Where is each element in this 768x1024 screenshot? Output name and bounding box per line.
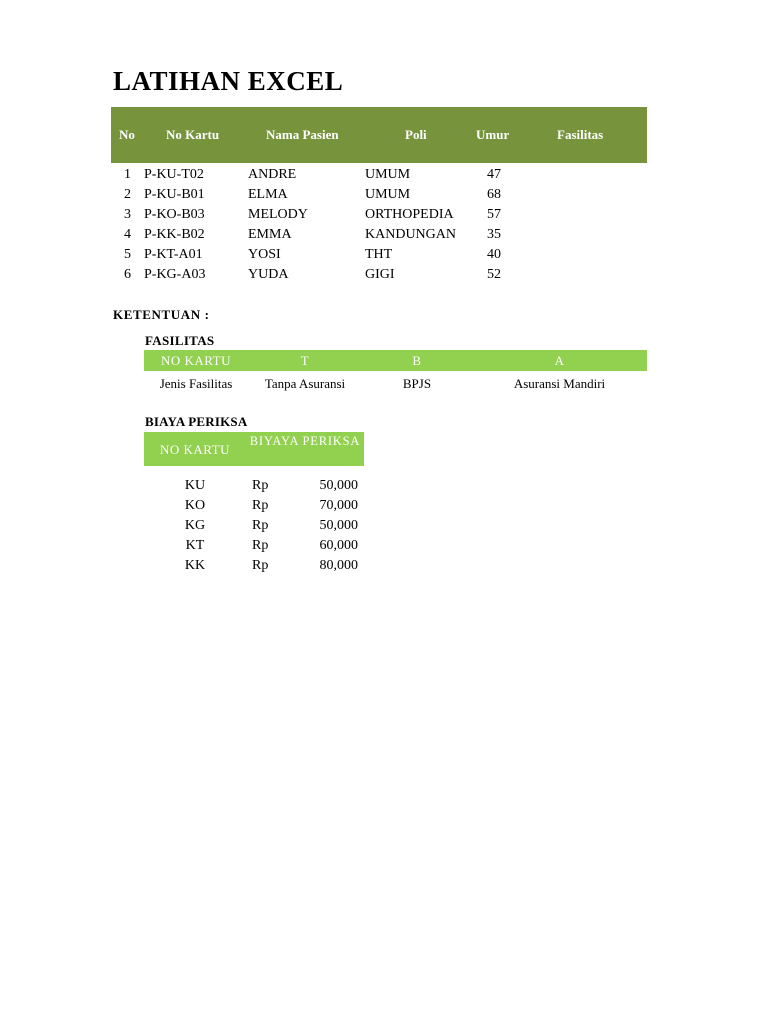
biaya-row bbox=[144, 496, 364, 516]
biaya-amount: 70,000 bbox=[319, 498, 358, 513]
biaya-code: KO bbox=[184, 498, 206, 513]
table-row bbox=[111, 245, 647, 265]
fasilitas-jenis: Jenis Fasilitas bbox=[159, 376, 233, 391]
cell-poli: UMUM bbox=[365, 187, 411, 202]
fasilitas-header bbox=[144, 350, 647, 371]
biaya-code: KT bbox=[185, 538, 205, 553]
biaya-header-biaya: BIYAYA PERIKSA bbox=[249, 434, 361, 448]
cell-nama: YUDA bbox=[248, 267, 289, 282]
cell-umur: 57 bbox=[487, 207, 501, 222]
cell-umur: 68 bbox=[487, 187, 501, 202]
cell-nama: YOSI bbox=[248, 247, 281, 262]
cell-no-kartu: P-KG-A03 bbox=[144, 267, 206, 282]
fasilitas-bpjs: BPJS bbox=[402, 376, 432, 391]
fasilitas-asuransi-mandiri: Asuransi Mandiri bbox=[513, 376, 606, 391]
biaya-amount: 60,000 bbox=[319, 538, 358, 553]
biaya-currency: Rp bbox=[252, 478, 269, 493]
header-no-kartu: No Kartu bbox=[166, 127, 220, 142]
biaya-currency: Rp bbox=[252, 498, 269, 513]
cell-no: 6 bbox=[124, 267, 131, 282]
ketentuan-label: KETENTUAN : bbox=[113, 307, 210, 322]
fasilitas-header-no-kartu: NO KARTU bbox=[160, 353, 232, 368]
biaya-code: KG bbox=[184, 518, 206, 533]
cell-nama: MELODY bbox=[248, 207, 308, 222]
fasilitas-header-t: T bbox=[300, 353, 310, 368]
table-row bbox=[111, 165, 647, 185]
cell-no-kartu: P-KU-B01 bbox=[144, 187, 205, 202]
cell-umur: 35 bbox=[487, 227, 501, 242]
table-row bbox=[111, 185, 647, 205]
fasilitas-header-b: B bbox=[412, 353, 422, 368]
cell-poli: ORTHOPEDIA bbox=[365, 207, 454, 222]
cell-poli: GIGI bbox=[365, 267, 395, 282]
cell-no: 1 bbox=[124, 167, 131, 182]
biaya-currency: Rp bbox=[252, 518, 269, 533]
header-poli: Poli bbox=[405, 127, 427, 142]
biaya-amount: 50,000 bbox=[319, 478, 358, 493]
cell-umur: 52 bbox=[487, 267, 501, 282]
cell-poli: UMUM bbox=[365, 167, 411, 182]
cell-no-kartu: P-KU-T02 bbox=[144, 167, 204, 182]
cell-poli: THT bbox=[365, 247, 393, 262]
fasilitas-row bbox=[144, 373, 647, 393]
biaya-header-no-kartu: NO KARTU bbox=[159, 442, 231, 457]
header-nama-pasien: Nama Pasien bbox=[266, 127, 339, 142]
header-fasilitas: Fasilitas bbox=[557, 127, 604, 142]
biaya-label: BIAYA PERIKSA bbox=[145, 414, 248, 429]
cell-umur: 40 bbox=[487, 247, 501, 262]
page-title: LATIHAN EXCEL bbox=[113, 66, 344, 96]
table-row bbox=[111, 205, 647, 225]
cell-no-kartu: P-KT-A01 bbox=[144, 247, 203, 262]
fasilitas-tanpa-asuransi: Tanpa Asuransi bbox=[264, 376, 346, 391]
cell-umur: 47 bbox=[487, 167, 501, 182]
table-row bbox=[111, 265, 647, 285]
cell-no: 4 bbox=[124, 227, 131, 242]
cell-no-kartu: P-KK-B02 bbox=[144, 227, 205, 242]
biaya-row bbox=[144, 516, 364, 536]
table-row bbox=[111, 225, 647, 245]
cell-nama: ANDRE bbox=[248, 167, 297, 182]
cell-nama: ELMA bbox=[248, 187, 288, 202]
biaya-row bbox=[144, 476, 364, 496]
main-table-header bbox=[111, 107, 647, 163]
cell-no-kartu: P-KO-B03 bbox=[144, 207, 205, 222]
cell-no: 3 bbox=[124, 207, 131, 222]
fasilitas-header-a: A bbox=[554, 353, 565, 368]
biaya-amount: 50,000 bbox=[319, 518, 358, 533]
header-umur: Umur bbox=[476, 127, 510, 142]
fasilitas-label: FASILITAS bbox=[145, 333, 215, 348]
biaya-header bbox=[144, 432, 364, 466]
cell-no: 2 bbox=[124, 187, 131, 202]
cell-no: 5 bbox=[124, 247, 131, 262]
biaya-row bbox=[144, 536, 364, 556]
biaya-row bbox=[144, 556, 364, 576]
cell-nama: EMMA bbox=[248, 227, 292, 242]
biaya-amount: 80,000 bbox=[319, 558, 358, 573]
biaya-currency: Rp bbox=[252, 538, 269, 553]
cell-poli: KANDUNGAN bbox=[365, 227, 456, 242]
biaya-currency: Rp bbox=[252, 558, 269, 573]
header-no: No bbox=[119, 127, 135, 142]
biaya-code: KU bbox=[184, 478, 206, 493]
biaya-code: KK bbox=[184, 558, 206, 573]
